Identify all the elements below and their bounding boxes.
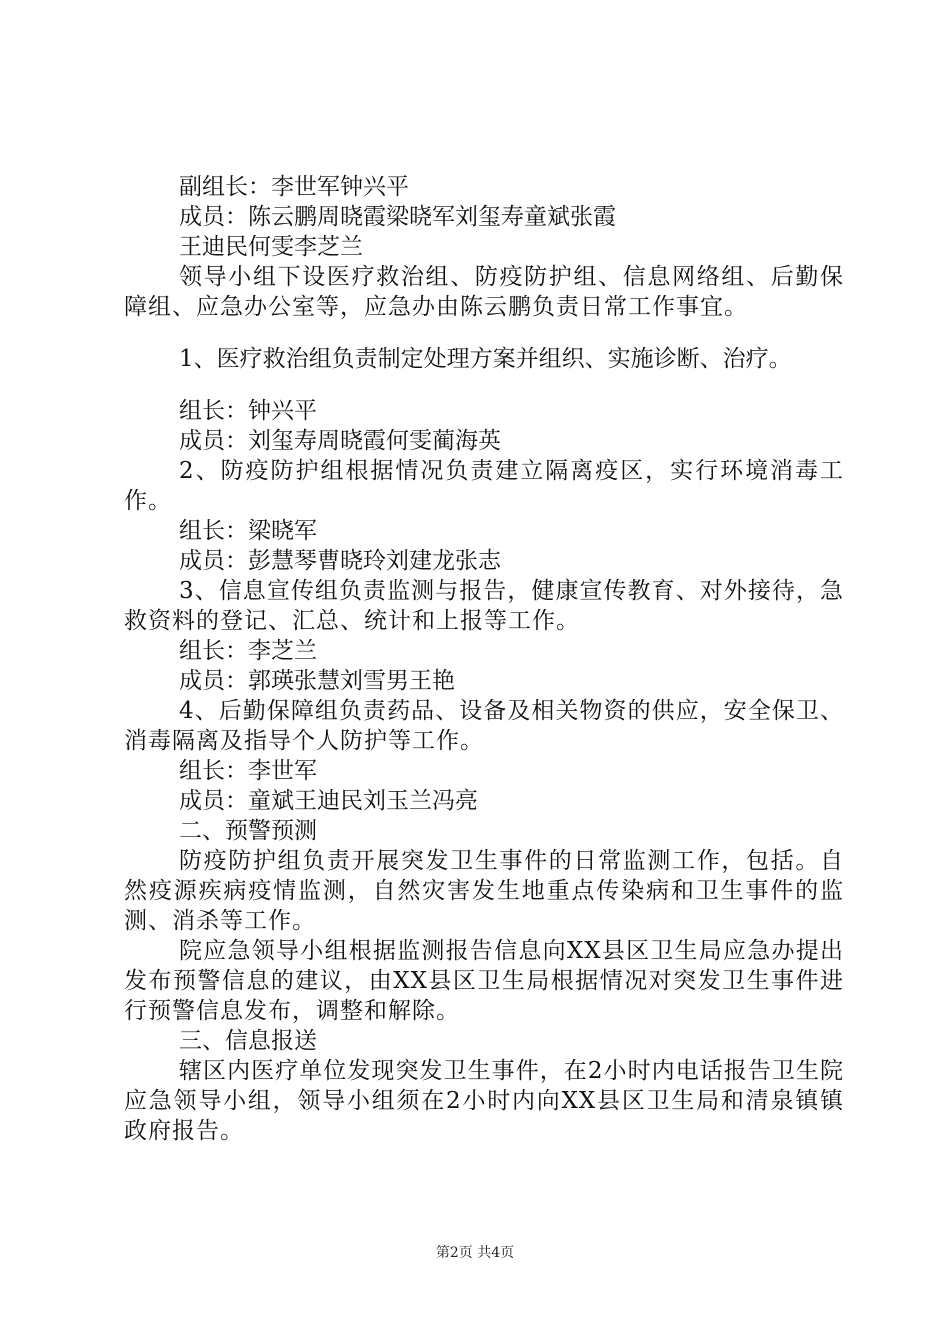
section3-paragraph-1: 辖区内医疗单位发现突发卫生事件，在2小时内电话报告卫生院应急领导小组，领导小组须在2小时内向XX县区卫生局和清泉镇镇政府报告。 xyxy=(124,1058,844,1144)
members-line: 成员：陈云鹏周晓霞梁晓军刘玺寿童斌张霞 xyxy=(179,204,616,230)
section2-paragraph-1: 防疫防护组负责开展突发卫生事件的日常监测工作，包括。自然疫源疾病疫情监测，自然灾害发生地重点传染病和卫生事件的监测、消杀等工作。 xyxy=(124,848,844,934)
item3-paragraph: 3、信息宣传组负责监测与报告，健康宣传教育、对外接待，急救资料的登记、汇总、统计和上报等工作。 xyxy=(124,578,844,634)
page-footer: 第2页 共4页 xyxy=(435,1245,515,1261)
section2-heading: 二、预警预测 xyxy=(179,818,317,844)
item4-leader-line: 组长：李世军 xyxy=(179,758,317,784)
item1-paragraph: 1、医疗救治组负责制定处理方案并组织、实施诊断、治疗。 xyxy=(179,346,792,372)
vice-leader-line: 副组长：李世军钟兴平 xyxy=(179,174,409,200)
members-continued-line: 王迪民何雯李芝兰 xyxy=(179,234,363,260)
item1-members-line: 成员：刘玺寿周晓霞何雯蔺海英 xyxy=(179,428,501,454)
item4-members-line: 成员：童斌王迪民刘玉兰冯亮 xyxy=(179,788,478,814)
section3-heading: 三、信息报送 xyxy=(179,1028,317,1054)
item2-members-line: 成员：彭慧琴曹晓玲刘建龙张志 xyxy=(179,548,501,574)
item3-members-line: 成员：郭瑛张慧刘雪男王艳 xyxy=(179,668,455,694)
structure-paragraph: 领导小组下设医疗救治组、防疫防护组、信息网络组、后勤保障组、应急办公室等，应急办由陈云鹏负责日常工作事宜。 xyxy=(124,264,844,320)
item2-leader-line: 组长：梁晓军 xyxy=(179,518,317,544)
item2-paragraph: 2、防疫防护组根据情况负责建立隔离疫区，实行环境消毒工作。 xyxy=(124,458,844,514)
item4-paragraph: 4、后勤保障组负责药品、设备及相关物资的供应，安全保卫、消毒隔离及指导个人防护等工作。 xyxy=(124,698,844,754)
section2-paragraph-2: 院应急领导小组根据监测报告信息向XX县区卫生局应急办提出发布预警信息的建议，由XX县区卫生局根据情况对突发卫生事件进行预警信息发布，调整和解除。 xyxy=(124,938,844,1024)
item1-leader-line: 组长：钟兴平 xyxy=(179,398,317,424)
item3-leader-line: 组长：李芝兰 xyxy=(179,638,317,664)
document-body xyxy=(124,172,844,1146)
